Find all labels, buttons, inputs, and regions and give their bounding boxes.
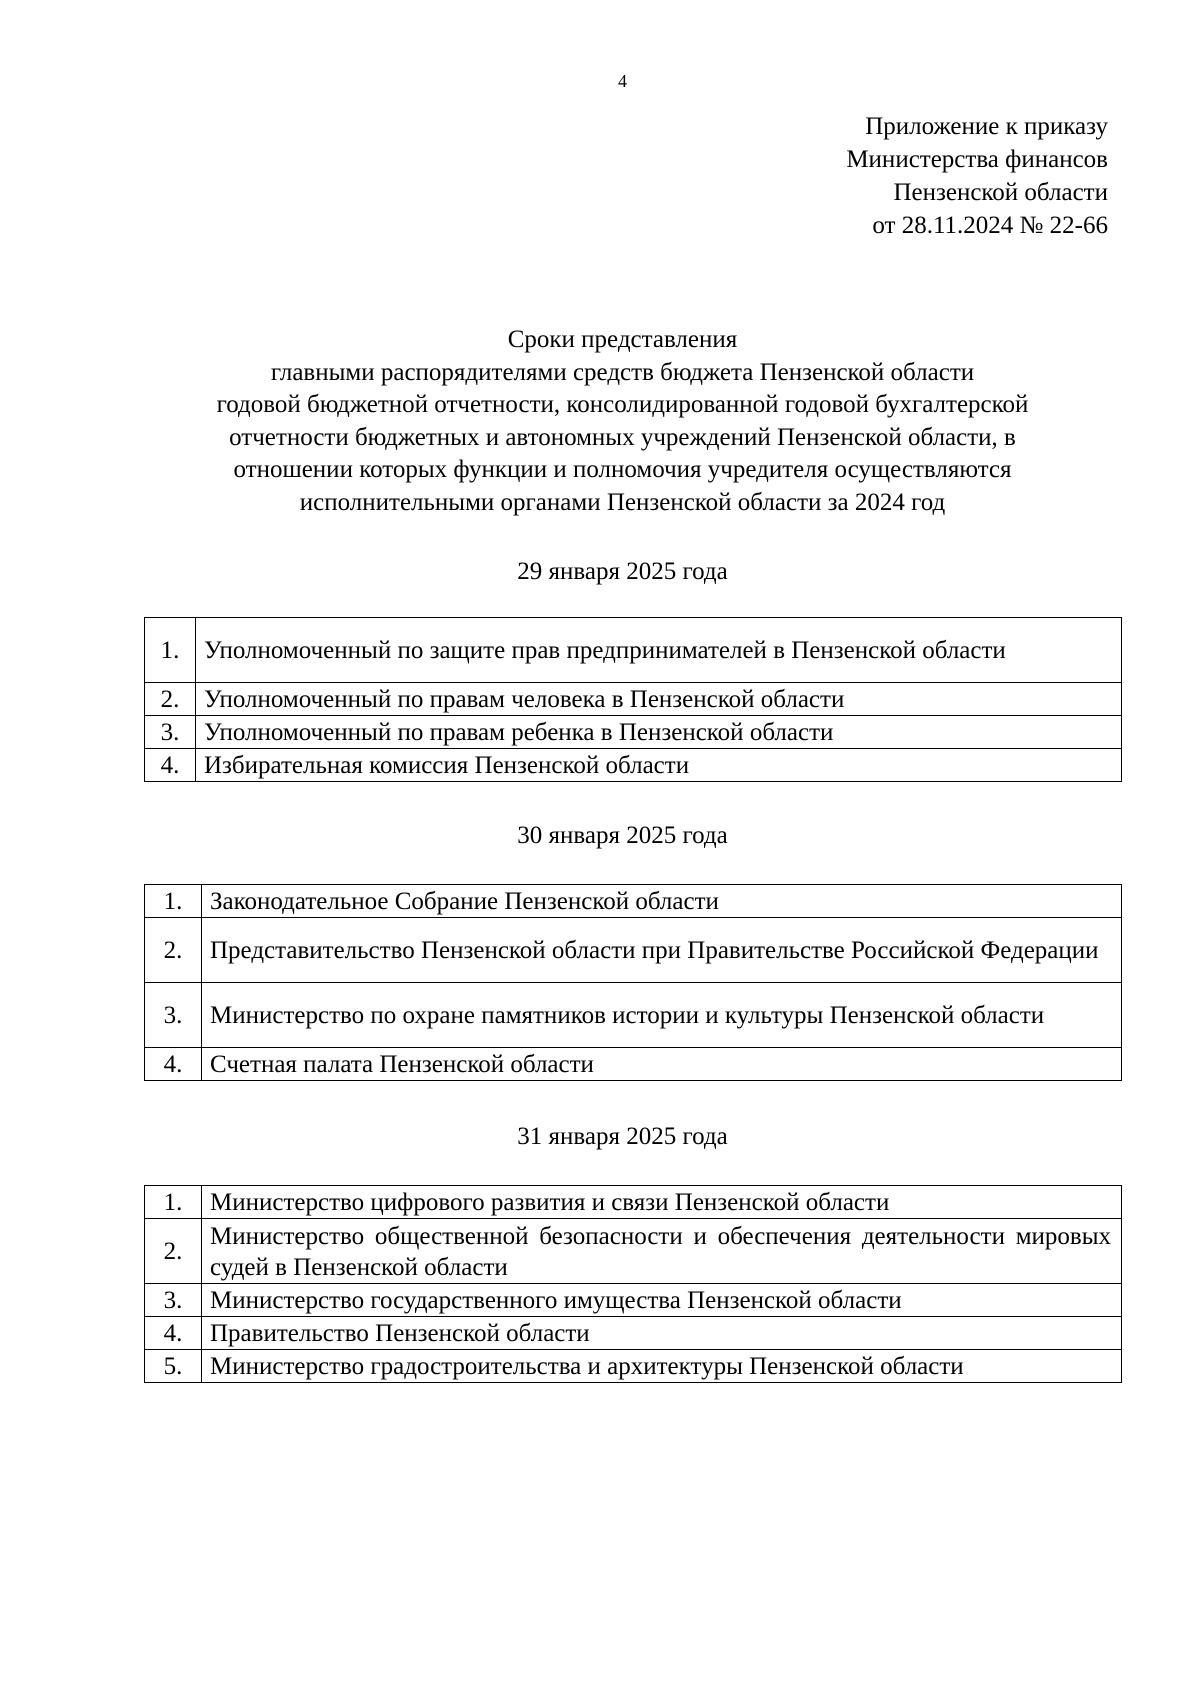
org-name: Уполномоченный по правам ребенка в Пензенской области: [196, 716, 1122, 749]
section-date-2: 30 января 2025 года: [517, 822, 728, 849]
table-row: [145, 1048, 1122, 1081]
section-date-3: 31 января 2025 года: [517, 1123, 728, 1150]
appendix-line: Приложение к приказу: [865, 113, 1108, 140]
table-row: [145, 683, 1122, 716]
row-number: 3.: [145, 1284, 202, 1317]
org-table-1: [144, 617, 1122, 782]
org-name: Министерство государственного имущества Пензенской области: [202, 1284, 1122, 1317]
org-table-2: [144, 884, 1122, 1081]
org-name: Министерство общественной безопасности и обеспечения деятельности мировых судей в Пензенской области: [202, 1219, 1122, 1284]
org-name: Счетная палата Пензенской области: [202, 1048, 1122, 1081]
row-number: 3.: [145, 983, 202, 1048]
row-number: 1.: [145, 1186, 202, 1219]
appendix-order-date: от 28.11.2024 № 22-66: [872, 212, 1108, 239]
row-number: 1.: [145, 885, 202, 918]
table-row: [145, 885, 1122, 918]
table-row: [145, 1350, 1122, 1383]
title-line: исполнительными органами Пензенской области за 2024 год: [299, 488, 946, 516]
org-name: Законодательное Собрание Пензенской области: [202, 885, 1122, 918]
table-row: [145, 983, 1122, 1048]
table-row: [145, 716, 1122, 749]
title-line: годовой бюджетной отчетности, консолидированной годовой бухгалтерской: [216, 391, 1029, 419]
appendix-header: [846, 110, 1108, 242]
org-table-3: [144, 1185, 1122, 1383]
org-name: Министерство по охране памятников истории и культуры Пензенской области: [202, 983, 1122, 1048]
table-row: [145, 1186, 1122, 1219]
title-line: отношении которых функции и полномочия учредителя осуществляются: [233, 456, 1012, 484]
org-name: Представительство Пензенской области при Правительстве Российской Федерации: [202, 918, 1122, 983]
row-number: 4.: [145, 1317, 202, 1350]
table-row: [145, 749, 1122, 782]
appendix-line: Пензенской области: [893, 179, 1108, 206]
org-name: Уполномоченный по правам человека в Пензенской области: [196, 683, 1122, 716]
org-name: Министерство цифрового развития и связи Пензенской области: [202, 1186, 1122, 1219]
row-number: 4.: [145, 1048, 202, 1081]
table-row: [145, 918, 1122, 983]
org-name: Уполномоченный по защите прав предпринимателей в Пензенской области: [196, 618, 1122, 683]
org-name: Министерство градостроительства и архитектуры Пензенской области: [202, 1350, 1122, 1383]
table-row: [145, 1219, 1122, 1284]
section-date-1: 29 января 2025 года: [517, 558, 728, 585]
table-row: [145, 618, 1122, 683]
table-row: [145, 1317, 1122, 1350]
org-name: Избирательная комиссия Пензенской области: [196, 749, 1122, 782]
table-row: [145, 1284, 1122, 1317]
row-number: 3.: [145, 716, 196, 749]
title-line: главными распорядителями средств бюджета Пензенской области: [270, 358, 975, 386]
row-number: 5.: [145, 1350, 202, 1383]
org-name: Правительство Пензенской области: [202, 1317, 1122, 1350]
title-line: Сроки представления: [507, 326, 738, 353]
page-number: 4: [618, 71, 627, 91]
row-number: 2.: [145, 683, 196, 716]
appendix-line: Министерства финансов: [846, 146, 1108, 173]
row-number: 4.: [145, 749, 196, 782]
row-number: 2.: [145, 1219, 202, 1284]
title-line: отчетности бюджетных и автономных учреждений Пензенской области, в: [229, 423, 1016, 451]
row-number: 2.: [145, 918, 202, 983]
row-number: 1.: [145, 618, 196, 683]
document-title: [0, 324, 1200, 520]
